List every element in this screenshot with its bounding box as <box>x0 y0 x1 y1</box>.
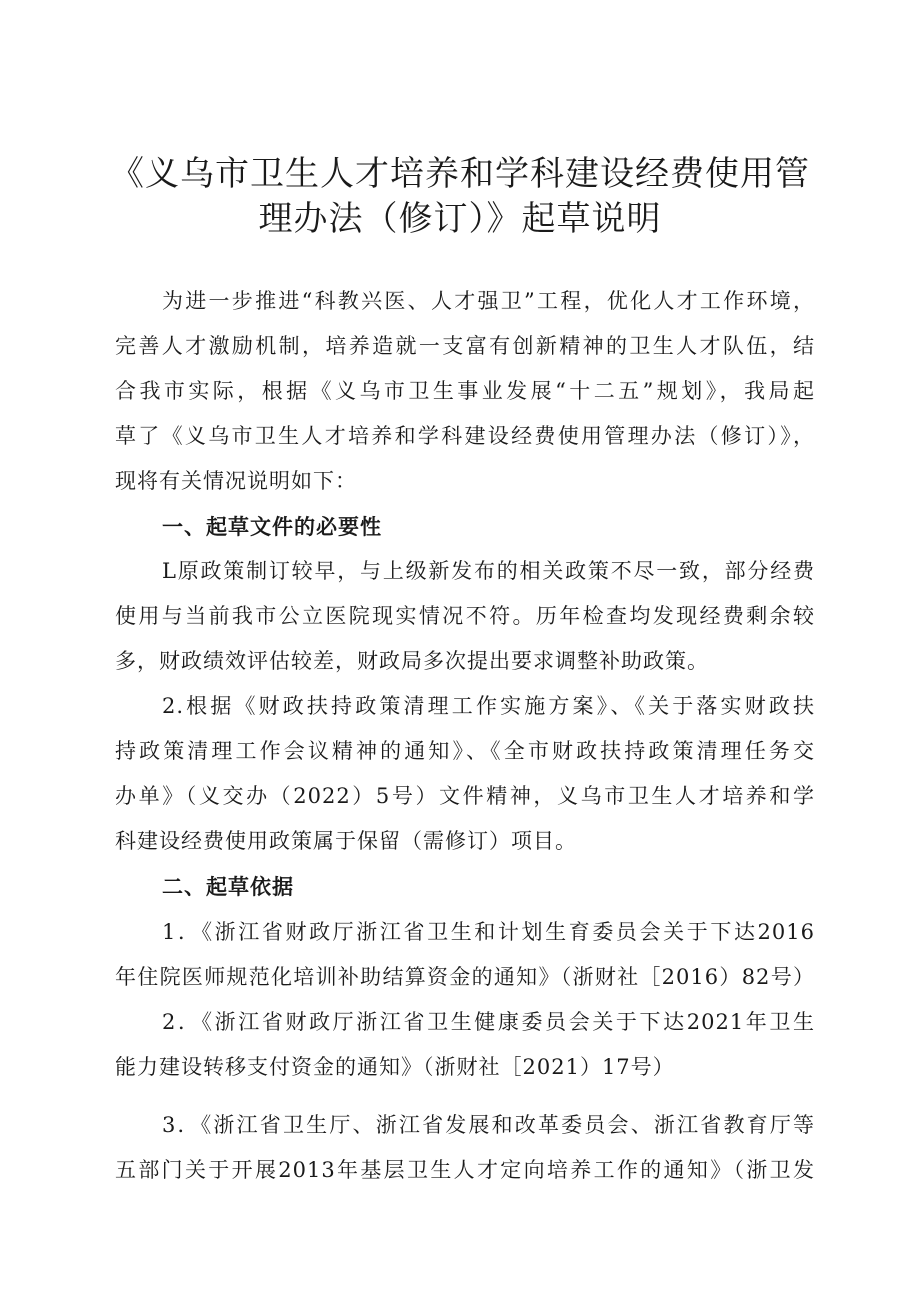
document-title-line-1: 《义乌市卫生人才培养和学科建设经费使用管 <box>110 154 810 194</box>
paragraph-line: 办单》（义交办（2022）5号）文件精神，义乌市卫生人才培养和学 <box>115 784 815 808</box>
intro-line: 草了《义乌市卫生人才培养和学科建设经费使用管理办法（修订）》， <box>115 424 815 448</box>
section-heading-basis: 二、起草依据 <box>162 875 294 899</box>
reference-line: 2．《浙江省财政厅浙江省卫生健康委员会关于下达2021年卫生 <box>162 1010 815 1034</box>
paragraph-line: 多，财政绩效评估较差，财政局多次提出要求调整补助政策。 <box>115 649 709 673</box>
paragraph-line: 科建设经费使用政策属于保留（需修订）项目。 <box>115 829 577 853</box>
document-title-line-2: 理办法（修订）》起草说明 <box>258 199 662 239</box>
section-heading-necessity: 一、起草文件的必要性 <box>162 515 382 539</box>
reference-line: 能力建设转移支付资金的通知》（浙财社［2021）17号） <box>115 1055 675 1079</box>
paragraph-line: L原政策制订较早，与上级新发布的相关政策不尽一致，部分经费 <box>162 559 815 583</box>
paragraph-line: 2.根据《财政扶持政策清理工作实施方案》、《关于落实财政扶 <box>162 694 815 718</box>
intro-line: 现将有关情况说明如下： <box>115 469 357 493</box>
paragraph-line: 持政策清理工作会议精神的通知》、《全市财政扶持政策清理任务交 <box>115 739 815 763</box>
reference-line: 1．《浙江省财政厅浙江省卫生和计划生育委员会关于下达2016 <box>162 920 815 944</box>
paragraph-line: 使用与当前我市公立医院现实情况不符。历年检查均发现经费剩余较 <box>115 604 815 628</box>
intro-line: 为进一步推进“科教兴医、人才强卫”工程，优化人才工作环境， <box>162 289 815 313</box>
reference-line: 3．《浙江省卫生厅、浙江省发展和改革委员会、浙江省教育厅等 <box>162 1113 815 1137</box>
intro-line: 合我市实际，根据《义乌市卫生事业发展“十二五”规划》，我局起 <box>115 379 815 403</box>
reference-line: 五部门关于开展2013年基层卫生人才定向培养工作的通知》（浙卫发 <box>115 1158 815 1182</box>
intro-line: 完善人才激励机制，培养造就一支富有创新精神的卫生人才队伍，结 <box>115 334 815 358</box>
reference-line: 年住院医师规范化培训补助结算资金的通知》（浙财社［2016）82号） <box>115 965 815 989</box>
